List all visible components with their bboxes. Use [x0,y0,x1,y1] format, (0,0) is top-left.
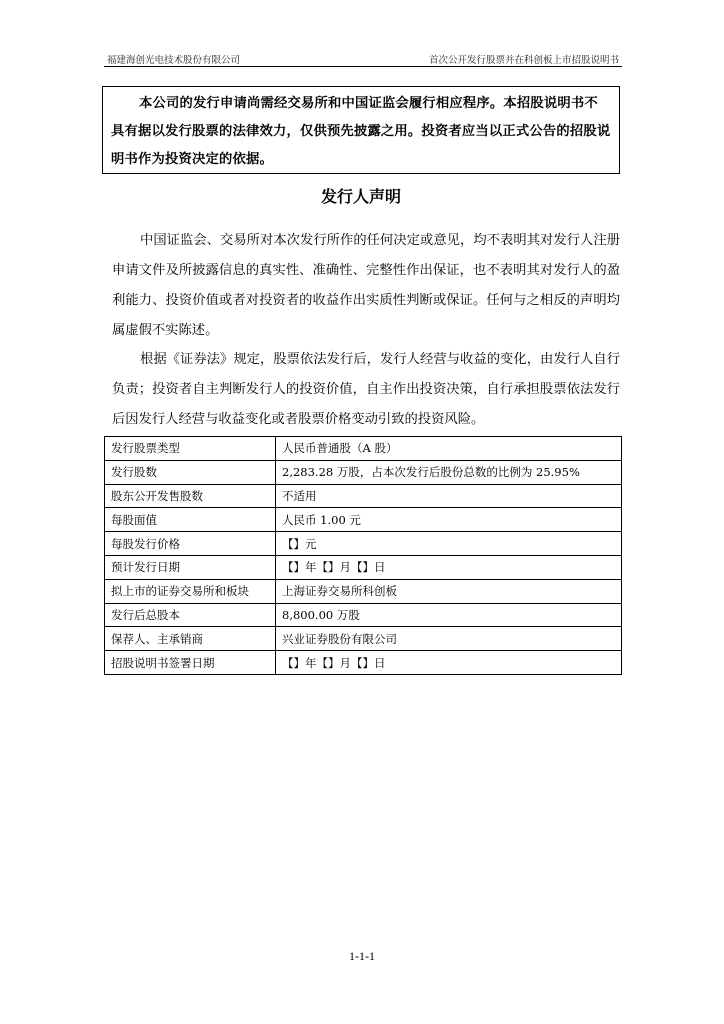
page-number: 1-1-1 [349,949,375,963]
table-row [105,508,622,532]
table-row [105,484,622,508]
header-company-name: 福建海创光电技术股份有限公司 [107,55,241,66]
table-row [105,579,622,603]
table-row-label: 发行股数 [105,460,276,484]
header-document-title: 首次公开发行股票并在科创板上市招股说明书 [428,55,619,66]
page-title: 发行人声明 [320,187,401,206]
table-row-label: 保荐人、主承销商 [105,627,276,651]
table-row [105,651,622,675]
table-row [105,627,622,651]
table-row-label: 预计发行日期 [105,555,276,579]
table-row-value: 8,800.00 万股 [276,603,622,627]
table-row-label: 每股发行价格 [105,532,276,556]
table-row-value: 【】年【】月【】日 [276,651,622,675]
offering-summary-table [104,436,622,675]
table-row [105,555,622,579]
header-divider [104,66,622,67]
table-row [105,437,622,461]
table-row-label: 每股面值 [105,508,276,532]
table-row-value: 不适用 [276,484,622,508]
table-row [105,603,622,627]
table-row-value: 【】元 [276,532,622,556]
preliminary-disclosure-notice: 本公司的发行申请尚需经交易所和中国证监会履行相应程序。本招股说明书不具有据以发行股票的法律效力，仅供预先披露之用。投资者应当以正式公告的招股说明书作为投资决定的依据。 [102,86,620,174]
table-row-value: 人民币 1.00 元 [276,508,622,532]
statement-paragraph-1: 中国证监会、交易所对本次发行所作的任何决定或意见，均不表明其对发行人注册申请文件及所披露信息的真实性、准确性、完整性作出保证，也不表明其对发行人的盈利能力、投资价值或者对投资者的收益作出实质性判断或保证。任何与之相反的声明均属虚假不实陈述。 [112,233,620,338]
table-row-value: 人民币普通股（A 股） [276,437,622,461]
page-header [104,48,622,68]
table-row-value: 【】年【】月【】日 [276,555,622,579]
table-row [105,532,622,556]
table-row-value: 上海证券交易所科创板 [276,579,622,603]
table-row [105,460,622,484]
table-row-label: 发行股票类型 [105,437,276,461]
table-row-label: 发行后总股本 [105,603,276,627]
statement-paragraph-2: 根据《证券法》规定，股票依法发行后，发行人经营与收益的变化，由发行人自行负责；投资者自主判断发行人的投资价值，自主作出投资决策，自行承担股票依法发行后因发行人经营与收益变化或者股票价格变动引致的投资风险。 [112,352,620,427]
table-row-label: 招股说明书签署日期 [105,651,276,675]
table-row-value: 2,283.28 万股，占本次发行后股份总数的比例为 25.95% [276,460,622,484]
table-row-value: 兴业证券股份有限公司 [276,627,622,651]
table-row-label: 拟上市的证券交易所和板块 [105,579,276,603]
table-row-label: 股东公开发售股数 [105,484,276,508]
